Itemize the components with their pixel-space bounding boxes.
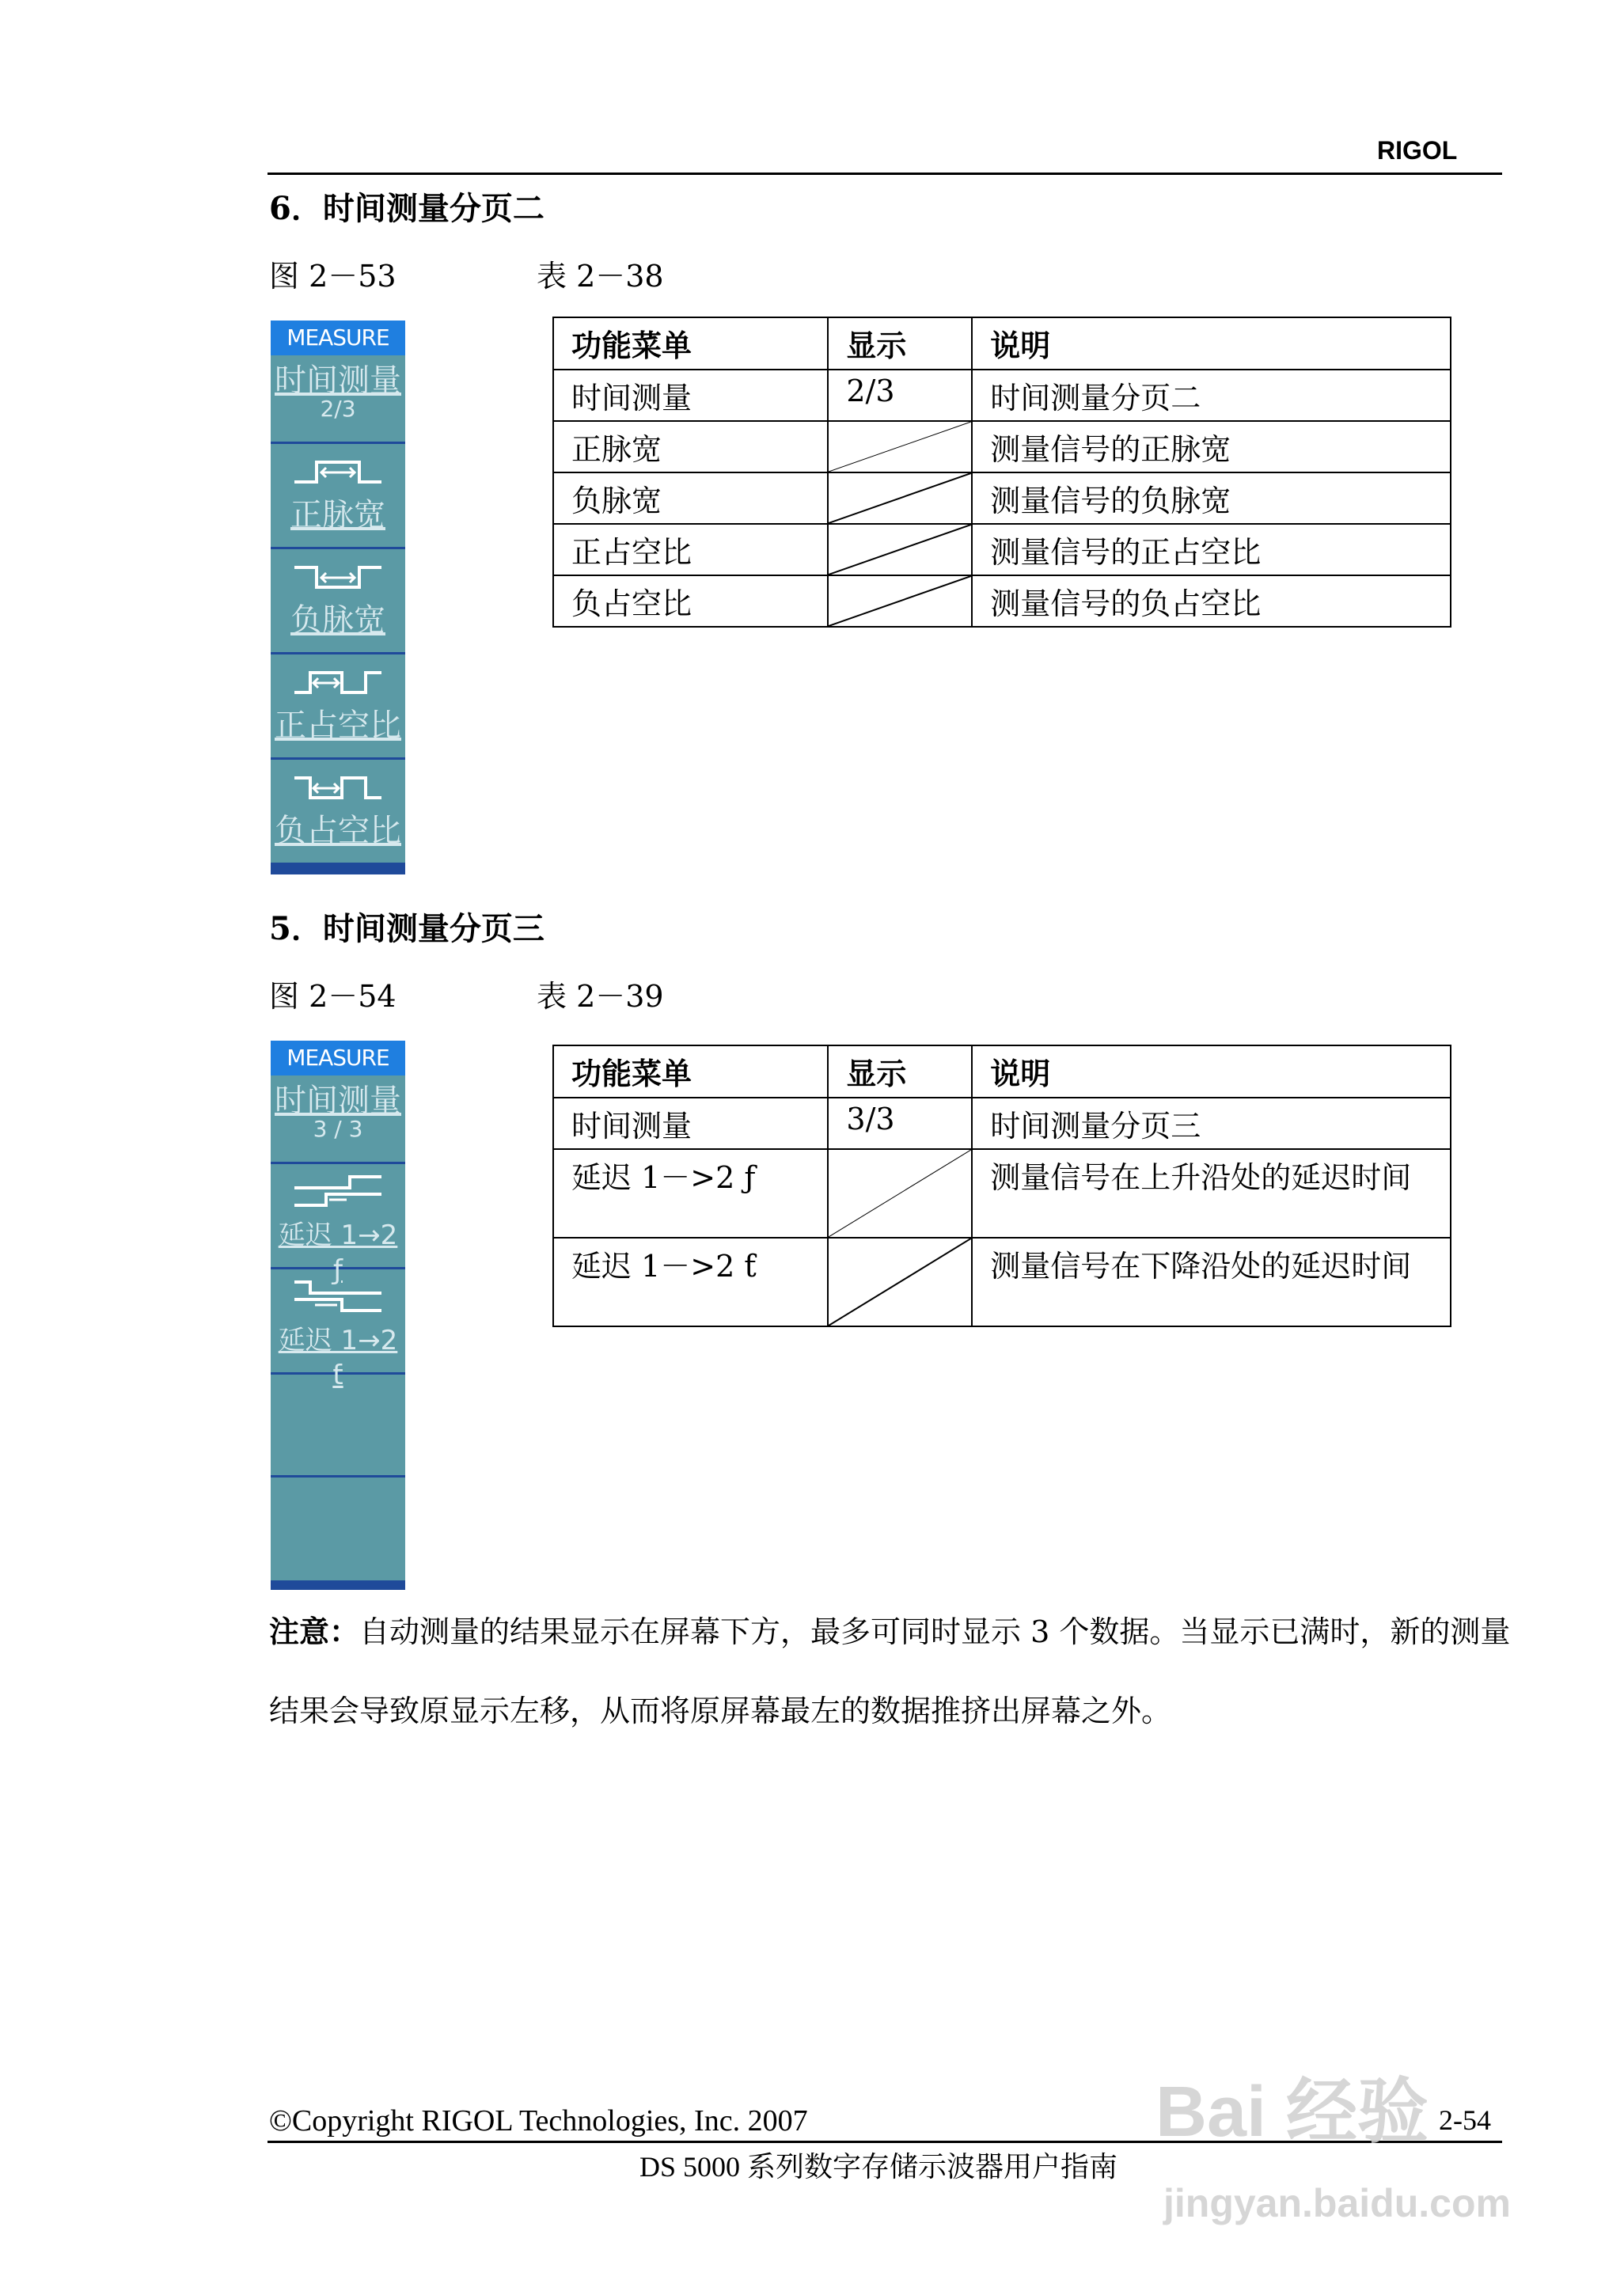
table-2-38 bbox=[552, 317, 1451, 628]
menu-item-label: 时间测量 bbox=[275, 362, 401, 399]
cell-desc: 测量信号的负脉宽 bbox=[972, 472, 1451, 524]
figure-caption-2-53: 图 2－53 bbox=[269, 259, 397, 294]
table-caption-2-38: 表 2－38 bbox=[537, 259, 664, 294]
cell-display-empty bbox=[828, 1149, 972, 1238]
table-row bbox=[553, 524, 1451, 575]
footer-doc-title: DS 5000 系列数字存储示波器用户指南 bbox=[639, 2151, 1118, 2183]
table-row bbox=[553, 472, 1451, 524]
cell-desc: 时间测量分页二 bbox=[972, 370, 1451, 421]
section-5-heading: 5．时间测量分页三 bbox=[269, 910, 544, 947]
baidu-jingyan-watermark-logo: Bai 经验 bbox=[1155, 2073, 1429, 2152]
menu-item-empty[interactable] bbox=[271, 1478, 405, 1580]
menu-item-label: 正占空比 bbox=[275, 707, 401, 744]
rising-edge-delay-icon bbox=[286, 1170, 389, 1218]
cell-display: 2/3 bbox=[828, 370, 972, 421]
menu-title: MEASURE bbox=[271, 1041, 405, 1075]
table-row bbox=[553, 575, 1451, 627]
negative-duty-cycle-icon bbox=[286, 766, 389, 814]
cell-menu: 延迟 1－>2 ƒ bbox=[553, 1149, 828, 1238]
figure-caption-2-54: 图 2－54 bbox=[269, 979, 397, 1014]
watermark-url: jingyan.baidu.com bbox=[1163, 2181, 1511, 2225]
cell-desc: 测量信号在下降沿处的延迟时间 bbox=[972, 1238, 1451, 1326]
cell-menu: 正脉宽 bbox=[553, 421, 828, 472]
table-header-display: 显示 bbox=[828, 1045, 972, 1098]
cell-desc: 测量信号在上升沿处的延迟时间 bbox=[972, 1149, 1451, 1238]
menu-item-negative-pulse-width[interactable] bbox=[271, 556, 405, 654]
section-6-heading: 6．时间测量分页二 bbox=[269, 190, 544, 227]
menu-item-negative-duty-cycle[interactable] bbox=[271, 766, 405, 865]
menu-item-time-measure[interactable] bbox=[271, 1075, 405, 1164]
note-paragraph bbox=[269, 1592, 1512, 1751]
table-header-menu: 功能菜单 bbox=[553, 1045, 828, 1098]
menu-item-positive-duty-cycle[interactable] bbox=[271, 661, 405, 760]
cell-menu: 负占空比 bbox=[553, 575, 828, 627]
cell-display-empty bbox=[828, 524, 972, 575]
table-header-desc: 说明 bbox=[972, 317, 1451, 370]
cell-desc: 时间测量分页三 bbox=[972, 1098, 1451, 1149]
header-rule bbox=[268, 173, 1502, 175]
table-row bbox=[553, 370, 1451, 421]
note-text: 自动测量的结果显示在屏幕下方，最多可同时显示 3 个数据。当显示已满时，新的测量结果会导致原显示左移，从而将原屏幕最左的数据推挤出屏幕之外。 bbox=[269, 1614, 1511, 1728]
menu-item-falling-delay[interactable] bbox=[271, 1276, 405, 1391]
measure-menu-page-2 bbox=[271, 321, 405, 874]
cell-display: 3/3 bbox=[828, 1098, 972, 1149]
menu-footer-bar bbox=[271, 1580, 405, 1590]
note-label: 注意： bbox=[269, 1614, 360, 1649]
menu-item-label: 负脉宽 bbox=[290, 602, 385, 639]
falling-edge-delay-icon bbox=[286, 1276, 389, 1323]
table-2-39 bbox=[552, 1045, 1451, 1327]
positive-pulse-width-icon bbox=[286, 450, 389, 498]
menu-title: MEASURE bbox=[271, 321, 405, 355]
cell-desc: 测量信号的负占空比 bbox=[972, 575, 1451, 627]
footer-copyright: ©Copyright RIGOL Technologies, Inc. 2007 bbox=[269, 2104, 808, 2138]
table-header-desc: 说明 bbox=[972, 1045, 1451, 1098]
cell-menu: 负脉宽 bbox=[553, 472, 828, 524]
table-header-menu: 功能菜单 bbox=[553, 317, 828, 370]
footer-page-number: 2-54 bbox=[1439, 2104, 1491, 2136]
table-header-display: 显示 bbox=[828, 317, 972, 370]
menu-item-time-measure[interactable] bbox=[271, 355, 405, 444]
table-row bbox=[553, 1098, 1451, 1149]
negative-pulse-width-icon bbox=[286, 556, 389, 603]
cell-menu: 时间测量 bbox=[553, 1098, 828, 1149]
menu-item-page: 3 / 3 bbox=[313, 1116, 363, 1142]
positive-duty-cycle-icon bbox=[286, 661, 389, 708]
table-row bbox=[553, 1149, 1451, 1238]
measure-menu-page-3 bbox=[271, 1041, 405, 1590]
menu-item-label: 延迟 1→2 ƭ bbox=[278, 1325, 398, 1391]
table-row bbox=[553, 1238, 1451, 1326]
cell-menu: 延迟 1－>2 ƭ bbox=[553, 1238, 828, 1326]
cell-display-empty bbox=[828, 1238, 972, 1326]
table-caption-2-39: 表 2－39 bbox=[537, 979, 664, 1014]
menu-item-positive-pulse-width[interactable] bbox=[271, 450, 405, 549]
menu-item-label: 正脉宽 bbox=[290, 497, 385, 533]
cell-display-empty bbox=[828, 421, 972, 472]
menu-item-label: 负占空比 bbox=[275, 813, 401, 849]
cell-desc: 测量信号的正脉宽 bbox=[972, 421, 1451, 472]
cell-display-empty bbox=[828, 472, 972, 524]
menu-item-rising-delay[interactable] bbox=[271, 1170, 405, 1286]
cell-menu: 时间测量 bbox=[553, 370, 828, 421]
menu-item-page: 2/3 bbox=[320, 396, 356, 422]
cell-menu: 正占空比 bbox=[553, 524, 828, 575]
menu-item-empty[interactable] bbox=[271, 1375, 405, 1478]
cell-display-empty bbox=[828, 575, 972, 627]
cell-desc: 测量信号的正占空比 bbox=[972, 524, 1451, 575]
brand-logo-text: RIGOL bbox=[1377, 136, 1458, 165]
table-row bbox=[553, 421, 1451, 472]
menu-footer-bar bbox=[271, 865, 405, 874]
menu-item-label: 时间测量 bbox=[275, 1083, 401, 1119]
menu-item-label: 延迟 1→2 ƒ bbox=[278, 1220, 398, 1286]
